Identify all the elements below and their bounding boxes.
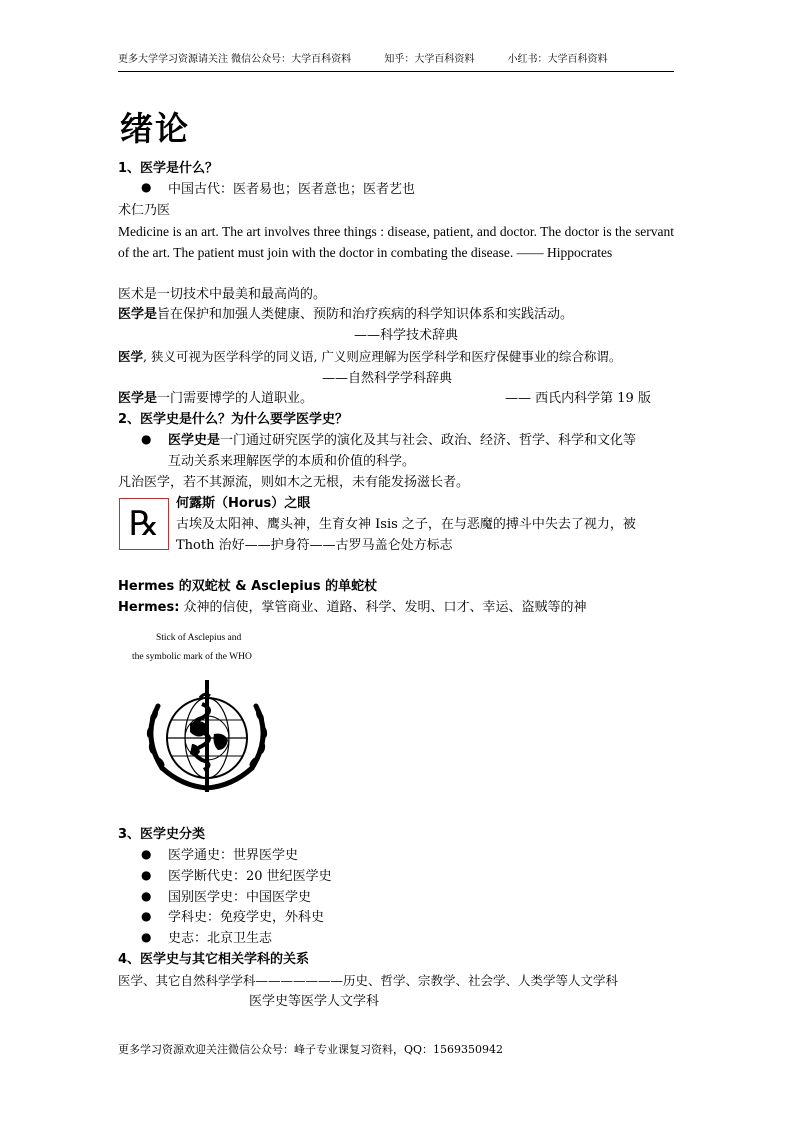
header-item: 更多大学学习资源请关注 微信公众号：大学百科资料 (118, 54, 352, 65)
bullet-icon: ● (141, 180, 152, 194)
bullet-icon: ● (141, 930, 152, 944)
s2-bullet-l1 (168, 430, 674, 451)
horus-line1: 古埃及太阳神、鹰头神，生育女神 Isis 之子，在与恶魔的搏斗中失去了视力，被 (176, 517, 636, 532)
who-emblem-icon (132, 676, 282, 798)
hermes-title: Hermes 的双蛇杖 & Asclepius 的单蛇杖 (118, 579, 378, 594)
header-item: 知乎：大学百科资料 (384, 54, 475, 65)
horus-title: 何露斯（Horus）之眼 (176, 496, 311, 511)
rx-symbol-box (119, 498, 169, 550)
s1-bullet: 中国古代：医者易也；医者意也；医者艺也 (168, 182, 416, 197)
page-title: 绪论 (120, 109, 190, 148)
header-rule (118, 71, 674, 72)
s1-english-quote: Medicine is an art. The art involves three things : disease, patient, and doctor. The doctor is the servant of the art. The patient must join with the doctor in combating the disease. —— Hippocrates (118, 224, 674, 260)
s4-line2: 医学史等医学人文学科 (249, 994, 380, 1009)
s1-p2-source: ——科学技术辞典 (354, 328, 459, 343)
hermes-text: 众神的信使，掌管商业、道路、科学、发明、口才、幸运、盗贼等的神 (179, 600, 587, 615)
s1-p1: 医术是一切技术中最美和最高尚的。 (118, 287, 327, 302)
list-item: 医学通史：世界医学史 (168, 848, 299, 863)
s1-p2-bold: 医学是 (118, 307, 158, 322)
s1-p3-text: , 狭义可视为医学科学的同义语, 广义则应理解为医学科学和医疗保健事业的综合称谓。 (143, 349, 622, 364)
s1-p2 (118, 304, 674, 325)
s1-p4-bold: 医学是 (118, 391, 158, 406)
horus-line2: Thoth 治好——护身符——古罗马盖仑处方标志 (176, 538, 453, 553)
s1-line2: 术仁乃医 (118, 203, 171, 218)
section-1-heading: 1、医学是什么？ (118, 161, 219, 176)
rx-icon: ℞ (128, 504, 160, 544)
section-3-heading: 3、医学史分类 (118, 827, 206, 842)
list-item: 学科史：免疫学史，外科史 (168, 910, 325, 925)
s2-bullet-text1: 一门通过研究医学的演化及其与社会、政治、经济、哲学、科学和文化等 (220, 433, 637, 448)
page-footer: 更多学习资源欢迎关注微信公众号：峰子专业课复习资料，QQ：1569350942 (118, 1043, 504, 1056)
s2-bullet-l2: 互动关系来理解医学的本质和价值的科学。 (168, 454, 416, 469)
s1-p4-text: 一门需要博学的人道职业。 (157, 391, 314, 406)
list-item: 国别医学史：中国医学史 (168, 890, 312, 905)
list-item: 史志：北京卫生志 (168, 931, 273, 946)
hermes-line (118, 597, 674, 618)
s1-p3-source: ——自然科学学科辞典 (322, 371, 453, 386)
bullet-icon: ● (141, 889, 152, 903)
section-2-heading: 2、医学史是什么？为什么要学医学史？ (118, 412, 349, 427)
bullet-icon: ● (141, 432, 152, 446)
bullet-icon: ● (141, 847, 152, 861)
header-item: 小红书：大学百科资料 (507, 54, 608, 65)
who-caption-1: Stick of Asclepius and (156, 633, 242, 643)
bullet-icon: ● (141, 868, 152, 882)
s2-quote: 凡治医学，若不其源流，则如木之无根，未有能发扬滋长者。 (118, 475, 470, 490)
s1-p3 (118, 346, 674, 367)
s2-bullet-bold: 医学史是 (168, 433, 221, 448)
page-header (118, 50, 674, 65)
s1-p2-text: 旨在保护和加强人类健康、预防和治疗疾病的科学知识体系和实践活动。 (157, 307, 574, 322)
list-item: 医学断代史：20 世纪医学史 (168, 869, 332, 884)
s1-p3-bold: 医学 (118, 349, 144, 364)
s4-line1: 医学、其它自然科学学科———————历史、哲学、宗教学、社会学、人类学等人文学科 (118, 973, 619, 988)
who-caption-2: the symbolic mark of the WHO (132, 652, 252, 662)
s1-p4-source: —— 西氏内科学第 19 版 (505, 391, 651, 406)
bullet-icon: ● (141, 909, 152, 923)
section-4-heading: 4、医学史与其它相关学科的关系 (118, 952, 310, 967)
hermes-label: Hermes: (118, 600, 180, 615)
